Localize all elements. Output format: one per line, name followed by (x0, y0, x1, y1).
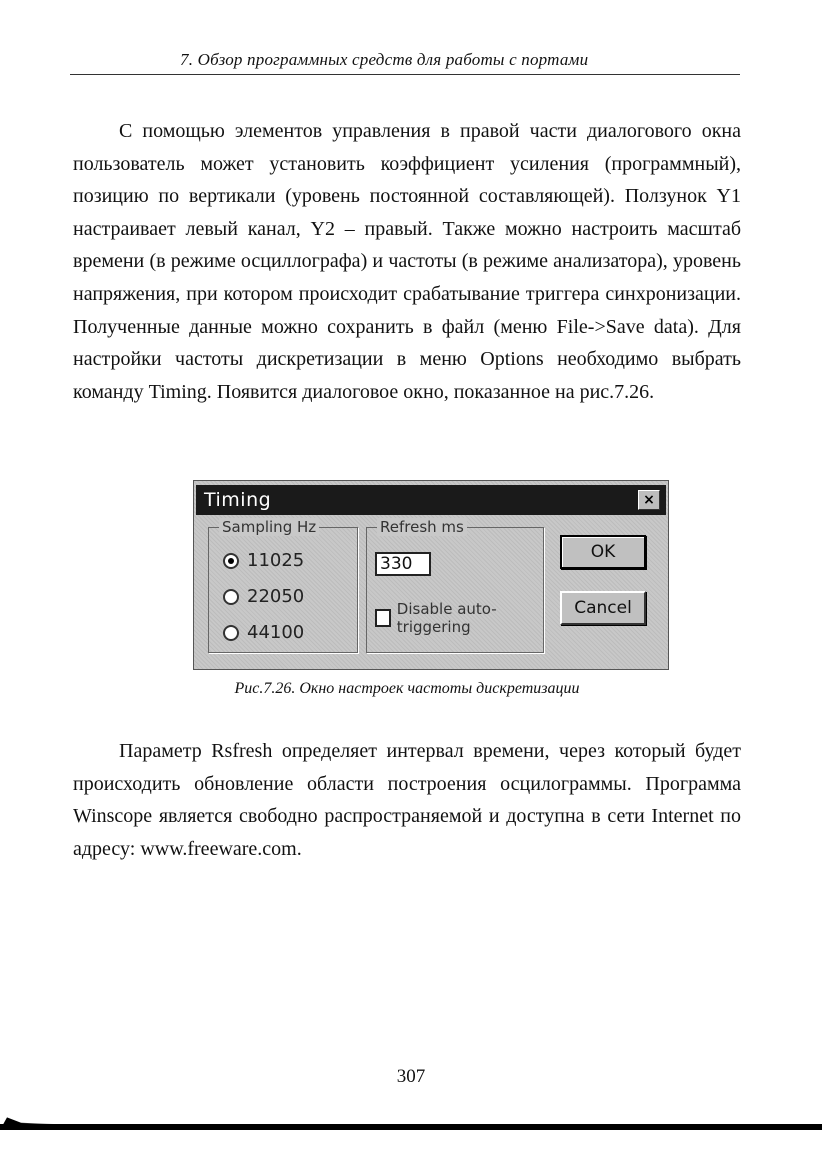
body-paragraph-2: Параметр Rsfresh определяет интервал времени, через который будет происходить обновление области построения осцилограммы. Программа Winscope является свободно распространяемой и доступна в сети Internet по адресу: www.freeware.com. (73, 740, 741, 860)
refresh-input[interactable]: 330 (375, 552, 431, 576)
figure-caption: Рис.7.26. Окно настроек частоты дискретизации (234, 680, 580, 697)
checkbox-label: Disable auto-triggering (396, 600, 497, 636)
radio-icon[interactable] (223, 625, 239, 641)
close-icon[interactable]: × (638, 490, 660, 510)
ok-button[interactable]: OK (560, 535, 646, 569)
radio-option-label: 22050 (247, 586, 305, 607)
dialog-titlebar (196, 485, 666, 515)
auto-trigger-checkbox-row[interactable] (375, 600, 543, 636)
radio-option-label: 11025 (247, 550, 305, 571)
header-rule (70, 74, 740, 75)
refresh-group-label: Refresh ms (377, 518, 467, 536)
sampling-rate-group (208, 518, 358, 653)
page-number: 307 (396, 1066, 426, 1087)
checkbox-icon[interactable] (375, 609, 391, 627)
body-paragraph-1: С помощью элементов управления в правой части диалогового окна пользователь может установить коэффициент усиления (программный), позицию по вертикали (уровень постоянной составляющей). Ползунок Y1 настраивает левый канал, Y2 – правый. Также можно настроить масштаб времени (в режиме осциллографа) и частоты (в режиме анализатора), уровень напряжения, при котором происходит срабатывание триггера синхронизации. Полученные данные можно сохранить в файл (меню File->Save data). Для настройки частоты дискретизации в меню Options необходимо выбрать команду Timing. Появится диалоговое окно, показанное на рис.7.26. (73, 120, 741, 403)
scan-bottom-bar (0, 1124, 822, 1130)
cancel-button[interactable]: Cancel (560, 591, 646, 625)
running-head: 7. Обзор программных средств для работы с портами (180, 50, 589, 69)
dialog-title: Timing (204, 489, 272, 511)
radio-selected-icon[interactable] (223, 553, 239, 569)
radio-option-label: 44100 (247, 622, 305, 643)
radio-option-1[interactable] (223, 550, 304, 571)
radio-icon[interactable] (223, 589, 239, 605)
refresh-group (366, 518, 544, 653)
timing-dialog-figure (193, 480, 669, 670)
radio-option-3[interactable] (223, 622, 304, 643)
radio-option-2[interactable] (223, 586, 304, 607)
sampling-group-label: Sampling Hz (219, 518, 319, 536)
